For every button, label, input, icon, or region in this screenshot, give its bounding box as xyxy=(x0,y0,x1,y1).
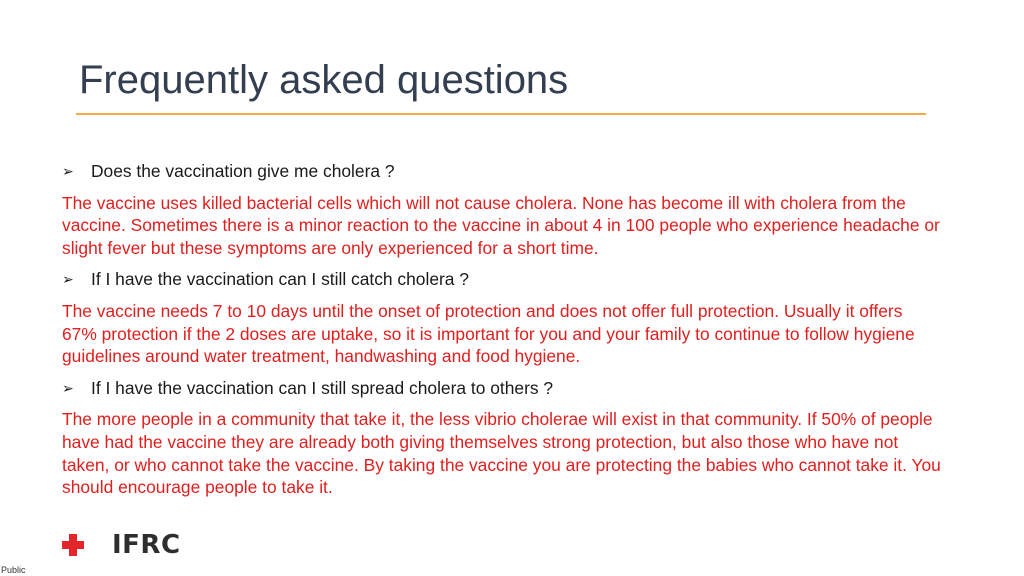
faq-question-2-text: If I have the vaccination can I still catch cholera ? xyxy=(91,269,469,290)
faq-answer-3: The more people in a community that take it, the less vibrio cholerae will exist in that community. If 50% of people have had the vaccine they are already both giving themselves strong protection, but also those who have not taken, or who cannot take the vaccine. By taking the vaccine you are protecting the babies who cannot take it. You should encourage people to take it. xyxy=(62,409,941,498)
arrow-bullet-icon: ➢ xyxy=(62,163,74,179)
faq-question-3-text: If I have the vaccination can I still spread cholera to others ? xyxy=(91,377,554,398)
ifrc-logo xyxy=(62,532,181,558)
arrow-bullet-icon: ➢ xyxy=(62,379,74,396)
classification-label: Public xyxy=(1,565,26,575)
slide-title: Frequently asked questions xyxy=(79,58,569,102)
faq-list xyxy=(62,160,942,508)
faq-question-1-text: Does the vaccination give me cholera ? xyxy=(91,161,395,181)
arrow-bullet-icon: ➢ xyxy=(62,271,74,288)
cross-and-crescent-icon xyxy=(62,532,108,558)
faq-question-2 xyxy=(62,268,942,291)
title-underline xyxy=(76,113,926,115)
faq-question-3 xyxy=(62,377,942,400)
faq-answer-1: The vaccine uses killed bacterial cells which will not cause cholera. None has become ill with cholera from the vaccine. Sometimes there is a minor reaction to the vaccine in about 4 in 100 people who experience headache or slight fever but these symptoms are only experienced for a short time. xyxy=(62,192,940,258)
faq-question-1 xyxy=(62,160,942,183)
logo-wordmark: IFRC xyxy=(112,530,181,560)
faq-answer-2: The vaccine needs 7 to 10 days until the onset of protection and does not offer full protection. Usually it offers 67% protection if the 2 doses are uptake, so it is important for you and your family to continue to follow hygiene guidelines around water treatment, handwashing and food hygiene. xyxy=(62,300,915,367)
